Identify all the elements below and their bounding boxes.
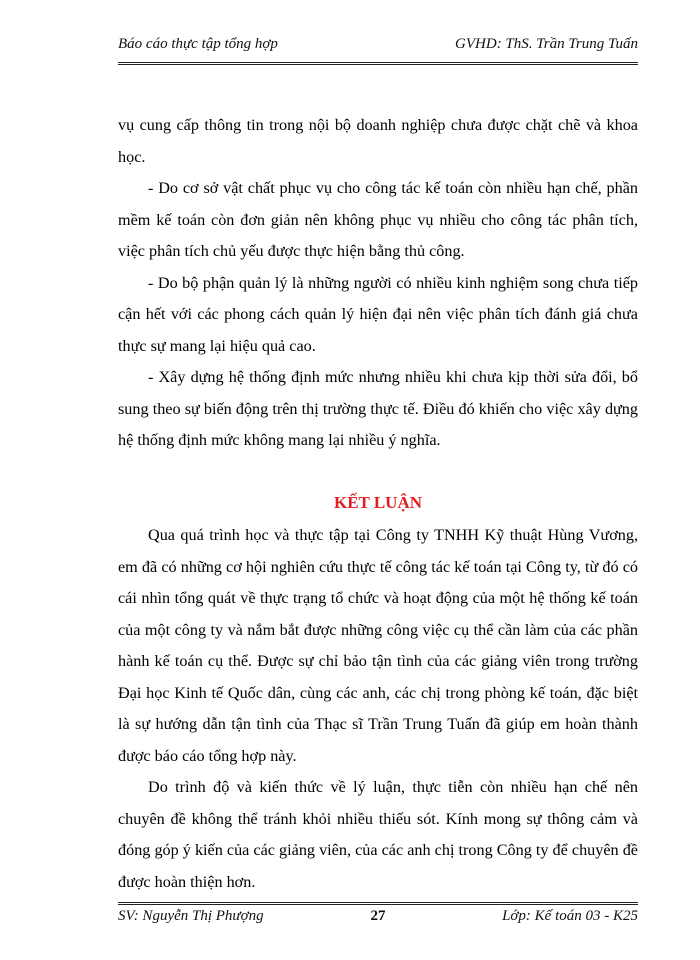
section-title: KẾT LUẬN (333, 492, 422, 512)
page-footer (118, 908, 638, 930)
footer-student: SV: Nguyễn Thị Phượng (118, 908, 264, 924)
header-divider (118, 62, 638, 65)
paragraph-bullet-3: - Xây dựng hệ thống định mức nhưng nhiều khi chưa kịp thời sửa đổi, bổ sung theo sự biến động trên thị trường thực tế. Điều đó khiến cho việc xây dựng hệ thống định mức không mang lại nhiều ý nghĩa. (118, 368, 638, 449)
paragraph-conclusion-2: Do trình độ và kiến thức về lý luận, thực tiễn còn nhiều hạn chế nên chuyên đề không thể tránh khỏi nhiều thiếu sót. Kính mong sự thông cảm và đóng góp ý kiến của các giảng viên, của các anh chị trong Công ty để chuyên đề được hoàn thiện hơn. (118, 778, 638, 891)
footer-divider (118, 902, 638, 905)
header-supervisor: GVHD: ThS. Trần Trung Tuấn (455, 36, 638, 52)
paragraph-bullet-1: - Do cơ sở vật chất phục vụ cho công tác kế toán còn nhiều hạn chế, phần mềm kế toán còn đơn giản nên không phục vụ nhiều cho công tác phân tích, việc phân tích chủ yếu được thực hiện bằng thủ công. (118, 179, 638, 260)
header-report-title: Báo cáo thực tập tổng hợp (118, 36, 278, 52)
footer-class: Lớp: Kế toán 03 - K25 (502, 908, 638, 924)
page-header (118, 36, 638, 62)
paragraph-conclusion-1: Qua quá trình học và thực tập tại Công ty TNHH Kỹ thuật Hùng Vương, em đã có những cơ hội nghiên cứu thực tế công tác kế toán tại Công ty, từ đó có cái nhìn tổng quát về thực trạng tổ chức và hoạt động của một hệ thống kế toán của một công ty và nắm bắt được những công việc cụ thể cần làm của các phần hành kế toán cụ thể. Được sự chỉ bảo tận tình của các giảng viên trong trường Đại học Kinh tế Quốc dân, cùng các anh, các chị trong phòng kế toán, đặc biệt là sự hướng dẫn tận tình của Thạc sĩ Trần Trung Tuấn đã giúp em hoàn thành được báo cáo tổng hợp này. (118, 526, 638, 765)
page-number: 27 (370, 908, 386, 924)
page-body (118, 110, 638, 898)
paragraph-bullet-2: - Do bộ phận quản lý là những người có nhiều kinh nghiệm song chưa tiếp cận hết với các phong cách quản lý hiện đại nên việc phân tích đánh giá chưa thực sự mang lại hiệu quả cao. (118, 273, 638, 355)
paragraph-continued: vụ cung cấp thông tin trong nội bộ doanh nghiệp chưa được chặt chẽ và khoa học. (118, 116, 638, 166)
